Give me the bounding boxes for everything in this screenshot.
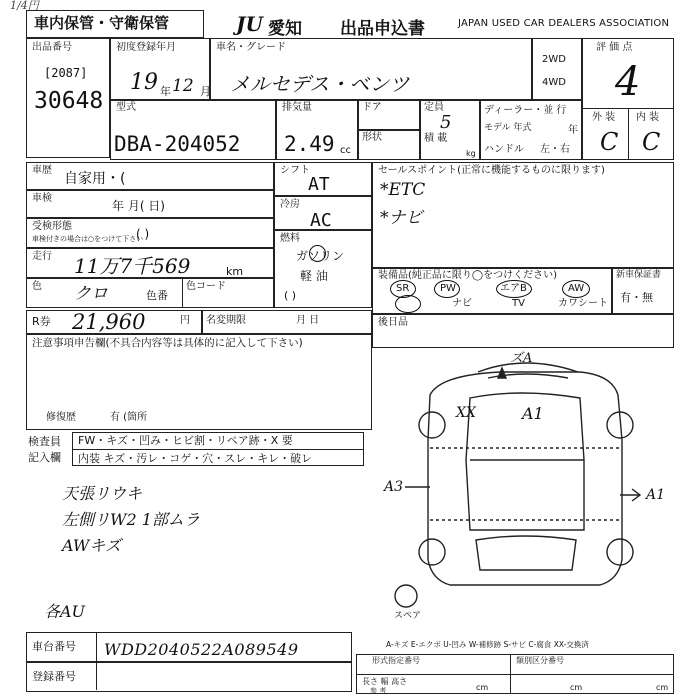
- capacity-label: 定員: [424, 102, 444, 113]
- corner-scribble: 1/4円: [10, 0, 39, 12]
- cm-unit-2: cm: [570, 683, 583, 692]
- reg-label: 登録番号: [32, 670, 76, 683]
- color-label: 色: [32, 281, 42, 292]
- km-unit: km: [226, 265, 244, 278]
- diagram-top-mark: ズA: [510, 351, 533, 366]
- equip-airbag: エアB: [500, 283, 527, 294]
- diagram-a1-mark: A1: [522, 404, 544, 423]
- displacement-value: 2.49: [284, 132, 335, 156]
- warranty-label: 新車保証書: [616, 270, 662, 280]
- page-title: 出品申込書: [340, 19, 425, 39]
- shape-label: 形状: [362, 132, 382, 143]
- model-code: DBA-204052: [114, 132, 241, 156]
- door-label: ドア: [362, 102, 382, 113]
- form-label: 形式指定番号: [372, 656, 420, 665]
- interior-row: 内装 キズ・汚レ・コゲ・穴・スレ・キレ・破レ: [78, 452, 313, 465]
- cm-unit-3: cm: [656, 683, 669, 692]
- chassis-number: WDD2040522A089549: [104, 640, 299, 659]
- color-code-label: 色コード: [186, 281, 226, 292]
- exterior-value: C: [600, 128, 619, 156]
- fuel-gasoline: ガソリン: [296, 249, 345, 263]
- drive-4wd: 4WD: [542, 77, 566, 88]
- note-line-3: AWキズ: [62, 536, 122, 555]
- receive-label: 受検形態: [32, 221, 72, 232]
- first-reg-month: 12: [172, 76, 194, 96]
- load-label: 積 載: [424, 133, 448, 144]
- mileage-value: 11万7千569: [74, 254, 191, 278]
- grade-label: 評 価 点: [596, 42, 633, 53]
- model-label: 型式: [116, 102, 136, 113]
- capacity-value: 5: [440, 112, 452, 133]
- inspection-date: 年 月( 日): [112, 199, 165, 213]
- interior-label: 内 装: [636, 112, 660, 123]
- equipment-label: 装備品(純正品に限り◯をつけください): [378, 270, 557, 281]
- class-label: 類別区分番号: [516, 656, 564, 665]
- model-year-label: モデル 年式: [484, 123, 532, 133]
- storage-note: 車内保管・守衛保管: [34, 14, 170, 32]
- spare-label: スペア: [394, 611, 422, 621]
- reserve-value: 21,960: [72, 310, 146, 334]
- receive-note: 車検付きの場合は○をつけて下さい: [32, 235, 144, 243]
- handle-label: ハンドル: [484, 144, 524, 155]
- equip-sr: SR: [396, 283, 410, 294]
- repair-label: 修復歴: [46, 412, 76, 423]
- lot-number: 30648: [34, 88, 104, 114]
- note-line-4: 各AU: [44, 602, 86, 621]
- color-value: クロ: [74, 284, 108, 304]
- chassis-label: 車台番号: [32, 640, 76, 653]
- entry-label: 記入欄: [28, 451, 61, 464]
- mileage-label: 走行: [32, 251, 52, 262]
- dealer-label: ディーラー・並 行: [484, 105, 567, 116]
- car-name: メルセデス・ベンツ: [230, 72, 410, 96]
- inspection-label: 車検: [32, 193, 52, 204]
- cc-unit: cc: [340, 145, 351, 156]
- lot-bracket: [2087]: [44, 66, 88, 80]
- receive-paren: ( ): [136, 227, 150, 241]
- exterior-label: 外 装: [592, 112, 616, 123]
- dims-label: 長さ 幅 高さ: [362, 677, 408, 686]
- note-line-1: 天張リウキ: [62, 484, 143, 503]
- diagram-a3-mark: A3: [384, 479, 404, 495]
- repair-value: 有 (箇所: [110, 412, 148, 423]
- fuel-label: 燃料: [280, 233, 300, 244]
- sales-point-2: *ナビ: [380, 208, 423, 228]
- shift-label: シフト: [280, 165, 310, 176]
- inspector-label: 検査員: [28, 435, 61, 448]
- history-value: 自家用・(: [64, 171, 126, 187]
- later-docs-label: 後日品: [378, 317, 408, 328]
- diagram-a1-right: A1: [646, 487, 666, 503]
- name-change-date: 月 日: [296, 315, 320, 326]
- fuel-diesel: 軽 油: [300, 269, 328, 283]
- lot-label: 出品番号: [32, 42, 72, 53]
- interior-value: C: [642, 128, 661, 156]
- year-mark: 年: [160, 85, 171, 98]
- equip-aw: AW: [568, 283, 585, 294]
- equip-tv: TV: [512, 298, 525, 309]
- history-label: 車歴: [32, 165, 52, 176]
- equip-navi: ナビ: [452, 298, 472, 309]
- drive-2wd: 2WD: [542, 54, 566, 65]
- warranty-value: 有・無: [620, 291, 653, 304]
- first-reg-label: 初度登録年月: [116, 42, 176, 53]
- fw-row: FW・キズ・凹み・ヒビ割・リペア跡・X 要: [78, 434, 293, 447]
- equip-pw: PW: [440, 283, 456, 294]
- fuel-paren: ( ): [284, 289, 297, 302]
- note-line-2: 左側リW2 1部ムラ: [62, 510, 200, 529]
- color-number-label: 色番: [146, 289, 168, 302]
- equip-seat: カワシート: [558, 298, 608, 309]
- yen-unit: 円: [180, 315, 190, 326]
- cooler-label: 冷房: [280, 199, 300, 210]
- org-name: 愛知: [268, 19, 302, 39]
- kg-unit: kg: [466, 149, 476, 158]
- model-year-mark: 年: [568, 125, 578, 136]
- reserve-label: R券: [32, 315, 51, 328]
- diagram-xx-mark: XX: [456, 405, 476, 421]
- name-change-label: 名変期限: [206, 315, 246, 326]
- sales-label: セールスポイント(正常に機能するものに限ります): [378, 165, 605, 176]
- page-subtitle: JAPAN USED CAR DEALERS ASSOCIATION: [458, 18, 670, 29]
- cooler-value: AC: [310, 210, 332, 231]
- sales-point-1: *ETC: [380, 180, 426, 200]
- handle-options: 左・右: [540, 144, 570, 155]
- notes-label: 注意事項申告欄(不具合内容等は具体的に記入して下さい): [32, 337, 303, 349]
- month-mark: 月: [200, 85, 211, 98]
- displacement-label: 排気量: [282, 102, 312, 113]
- grade-value: 4: [615, 59, 641, 105]
- first-reg-year: 19: [130, 70, 158, 95]
- ref-label: 参 考: [370, 687, 387, 695]
- damage-legend: A-キズ E-エクボ U-凹み W-補修跡 S-サビ C-腐食 XX-交換済: [386, 640, 589, 649]
- shift-value: AT: [308, 174, 330, 195]
- cm-unit-1: cm: [476, 683, 489, 692]
- ju-logo: JU: [236, 12, 263, 36]
- car-name-label: 車名・グレード: [216, 42, 286, 53]
